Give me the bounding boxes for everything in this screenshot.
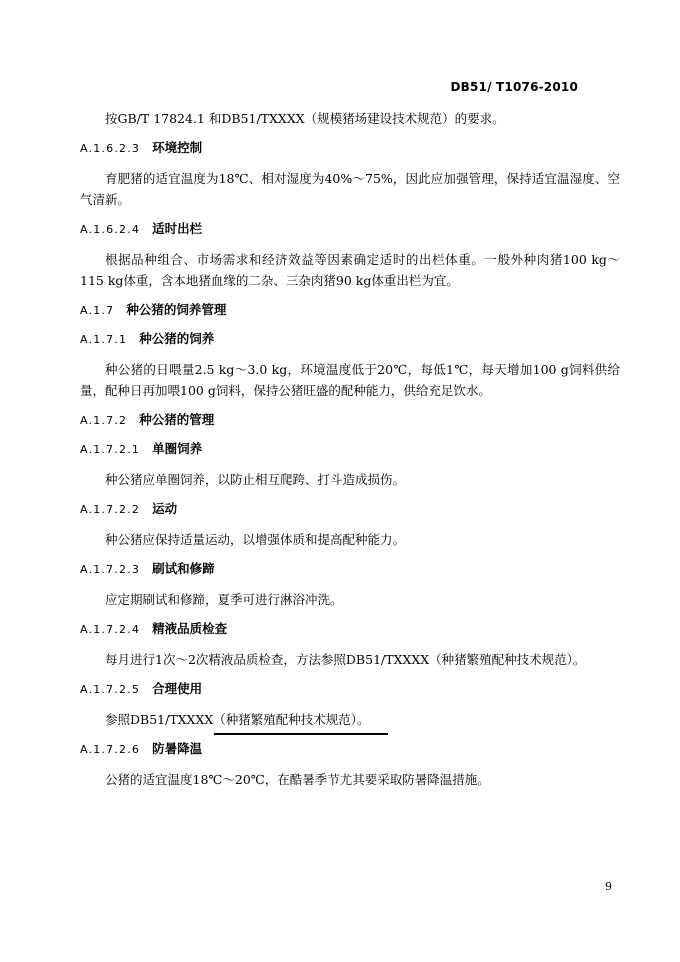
paragraph: 种公猪应单圈饲养，以防止相互爬跨、打斗造成损伤。 [105, 472, 406, 487]
page-number: 9 [605, 880, 612, 893]
section-title: 精液品质检查 [152, 621, 228, 636]
section-heading [80, 620, 620, 639]
section-heading [80, 330, 620, 349]
document-code: DB51/ T1076-2010 [450, 80, 578, 94]
end-of-document-rule [214, 733, 388, 735]
section-title: 合理使用 [152, 681, 203, 696]
section-title: 种公猪的饲养管理 [126, 302, 227, 317]
document-body [80, 108, 620, 800]
section-number: A.1.6.2.4 [80, 223, 141, 236]
section-number: A.1.7.2.5 [80, 683, 141, 696]
paragraph: 公猪的适宜温度18℃～20℃，在酷暑季节尤其要采取防暑降温措施。 [105, 772, 490, 787]
section-title: 单圈饲养 [152, 441, 203, 456]
section-heading [80, 301, 620, 320]
paragraph: 参照DB51/TXXXX（种猪繁殖配种技术规范）。 [105, 712, 370, 727]
section-title: 环境控制 [152, 140, 203, 155]
section-number: A.1.7.2.4 [80, 623, 141, 636]
section-title: 种公猪的管理 [139, 412, 215, 427]
paragraph: 每月进行1次～2次精液品质检查，方法参照DB51/TXXXX（种猪繁殖配种技术规范）。 [105, 652, 586, 667]
section-heading [80, 680, 620, 699]
paragraph: 种公猪应保持适量运动，以增强体质和提高配种能力。 [105, 532, 406, 547]
paragraph: 育肥猪的适宜温度为18℃、相对湿度为40%～75%，因此应加强管理，保持适宜温湿度、空气清新。 [80, 171, 620, 207]
section-title: 种公猪的饲养 [139, 331, 215, 346]
section-number: A.1.7 [80, 304, 115, 317]
section-number: A.1.7.2.6 [80, 743, 141, 756]
section-number: A.1.7.2 [80, 414, 128, 427]
section-heading [80, 440, 620, 459]
section-heading [80, 139, 620, 158]
paragraph: 应定期刷试和修蹄，夏季可进行淋浴冲洗。 [105, 592, 343, 607]
section-title: 适时出栏 [152, 221, 203, 236]
section-heading [80, 740, 620, 759]
section-title: 防暑降温 [152, 741, 203, 756]
paragraph: 按GB/T 17824.1 和DB51/TXXXX（规模猪场建设技术规范）的要求。 [105, 111, 505, 126]
section-number: A.1.7.2.1 [80, 443, 141, 456]
paragraph: 根据品种组合、市场需求和经济效益等因素确定适时的出栏体重。一般外种肉猪100 kg～115 kg体重，含本地猪血缘的二杂、三杂肉猪90 kg体重出栏为宜。 [80, 252, 620, 288]
section-number: A.1.7.1 [80, 333, 128, 346]
section-heading [80, 220, 620, 239]
section-heading [80, 411, 620, 430]
section-title: 刷试和修蹄 [152, 561, 215, 576]
paragraph: 种公猪的日喂量2.5 kg～3.0 kg，环境温度低于20℃，每低1℃，每天增加100 g饲料供给量，配种日再加喂100 g饲料，保持公猪旺盛的配种能力，供给充足饮水。 [80, 362, 620, 398]
section-number: A.1.6.2.3 [80, 142, 141, 155]
section-heading [80, 560, 620, 579]
section-number: A.1.7.2.2 [80, 503, 141, 516]
section-number: A.1.7.2.3 [80, 563, 141, 576]
section-heading [80, 500, 620, 519]
section-title: 运动 [152, 501, 178, 516]
